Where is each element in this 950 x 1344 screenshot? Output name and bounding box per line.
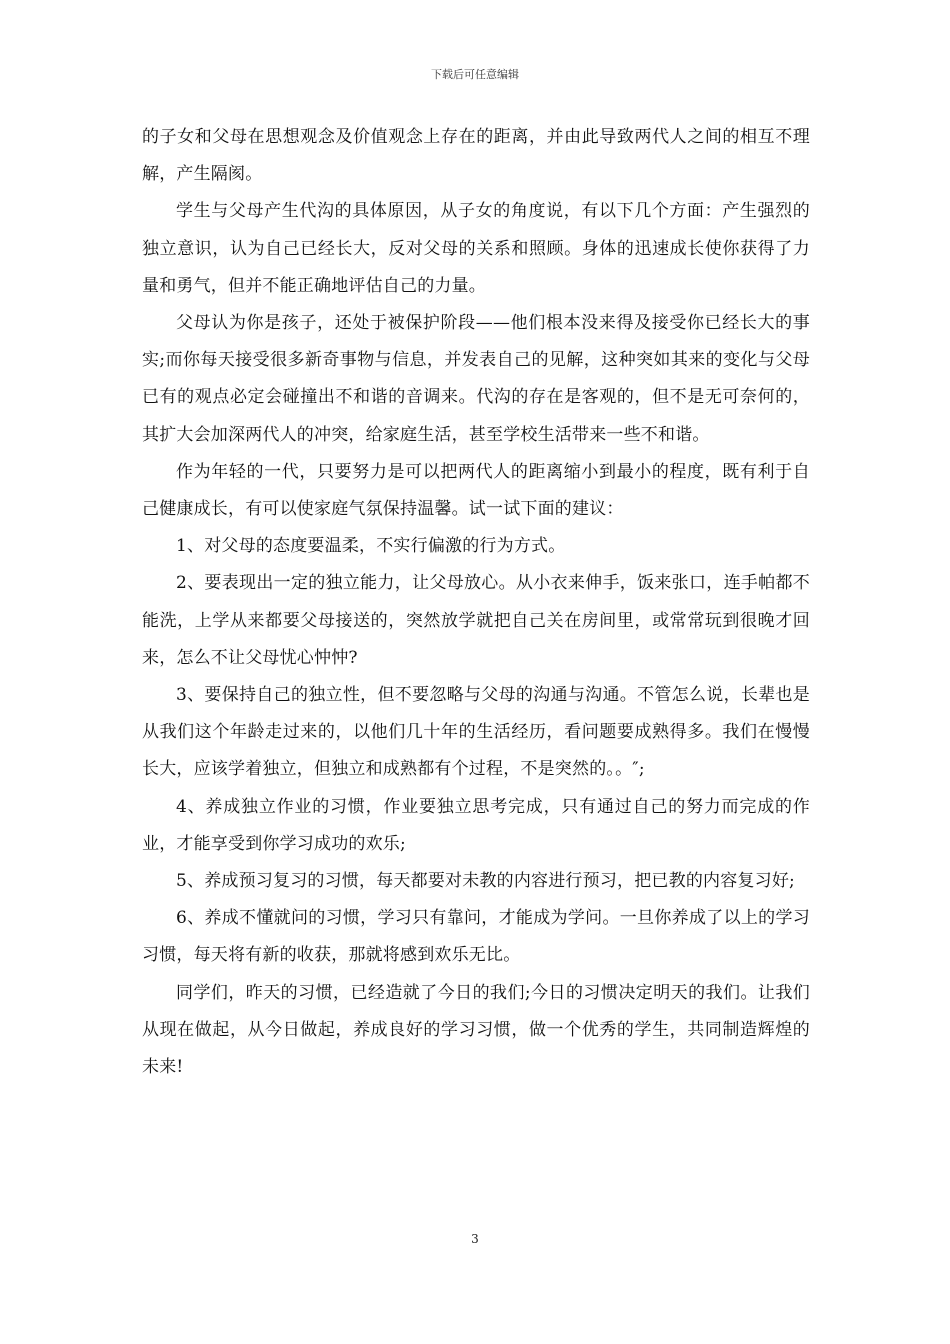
list-item-6: 6、养成不懂就问的习惯，学习只有靠问，才能成为学问。一旦你养成了以上的学习习惯，每天将有新的收获，那就将感到欢乐无比。 <box>142 908 810 966</box>
list-item-5: 5、养成预习复习的习惯，每天都要对未教的内容进行预习，把已教的内容复习好; <box>176 871 795 892</box>
paragraph-1: 的子女和父母在思想观念及价值观念上存在的距离，并由此导致两代人之间的相互不理解，产生隔阂。 <box>142 127 810 185</box>
document-body <box>142 119 810 1086</box>
page-number: 3 <box>471 1232 479 1246</box>
paragraph-2: 学生与父母产生代沟的具体原因，从子女的角度说，有以下几个方面：产生强烈的独立意识，认为自己已经长大，反对父母的关系和照顾。身体的迅速成长使你获得了力量和勇气，但并不能正确地评估自己的力量。 <box>142 201 810 296</box>
list-item-1: 1、对父母的态度要温柔，不实行偏激的行为方式。 <box>176 536 566 557</box>
closing-paragraph: 同学们，昨天的习惯，已经造就了今日的我们;今日的习惯决定明天的我们。让我们从现在做起，从今日做起，养成良好的学习习惯，做一个优秀的学生，共同制造辉煌的未来! <box>142 982 810 1078</box>
list-item-2: 2、要表现出一定的独立能力，让父母放心。从小衣来伸手，饭来张口，连手帕都不能洗，上学从来都要父母接送的，突然放学就把自己关在房间里，或常常玩到很晚才回来，怎么不让父母忧心忡忡? <box>142 573 810 668</box>
list-item-3: 3、要保持自己的独立性，但不要忽略与父母的沟通与沟通。不管怎么说，长辈也是从我们这个年龄走过来的，以他们几十年的生活经历，看问题要成熟得多。我们在慢慢长大，应该学着独立，但独立和成熟都有个过程，不是突然的。。″; <box>142 685 810 780</box>
paragraph-4: 作为年轻的一代，只要努力是可以把两代人的距离缩小到最小的程度，既有利于自己健康成长，有可以使家庭气氛保持温馨。试一试下面的建议： <box>142 461 810 520</box>
page-header: 下载后可任意编辑 <box>431 68 519 81</box>
list-item-4: 4、养成独立作业的习惯，作业要独立思考完成，只有通过自己的努力而完成的作业，才能享受到你学习成功的欢乐; <box>142 796 810 854</box>
paragraph-3: 父母认为你是孩子，还处于被保护阶段——他们根本没来得及接受你已经长大的事实;而你每天接受很多新奇事物与信息，并发表自己的见解，这种突如其来的变化与父母已有的观点必定会碰撞出不和谐的音调来。代沟的存在是客观的，但不是无可奈何的，其扩大会加深两代人的冲突，给家庭生活，甚至学校生活带来一些不和谐。 <box>142 313 810 445</box>
